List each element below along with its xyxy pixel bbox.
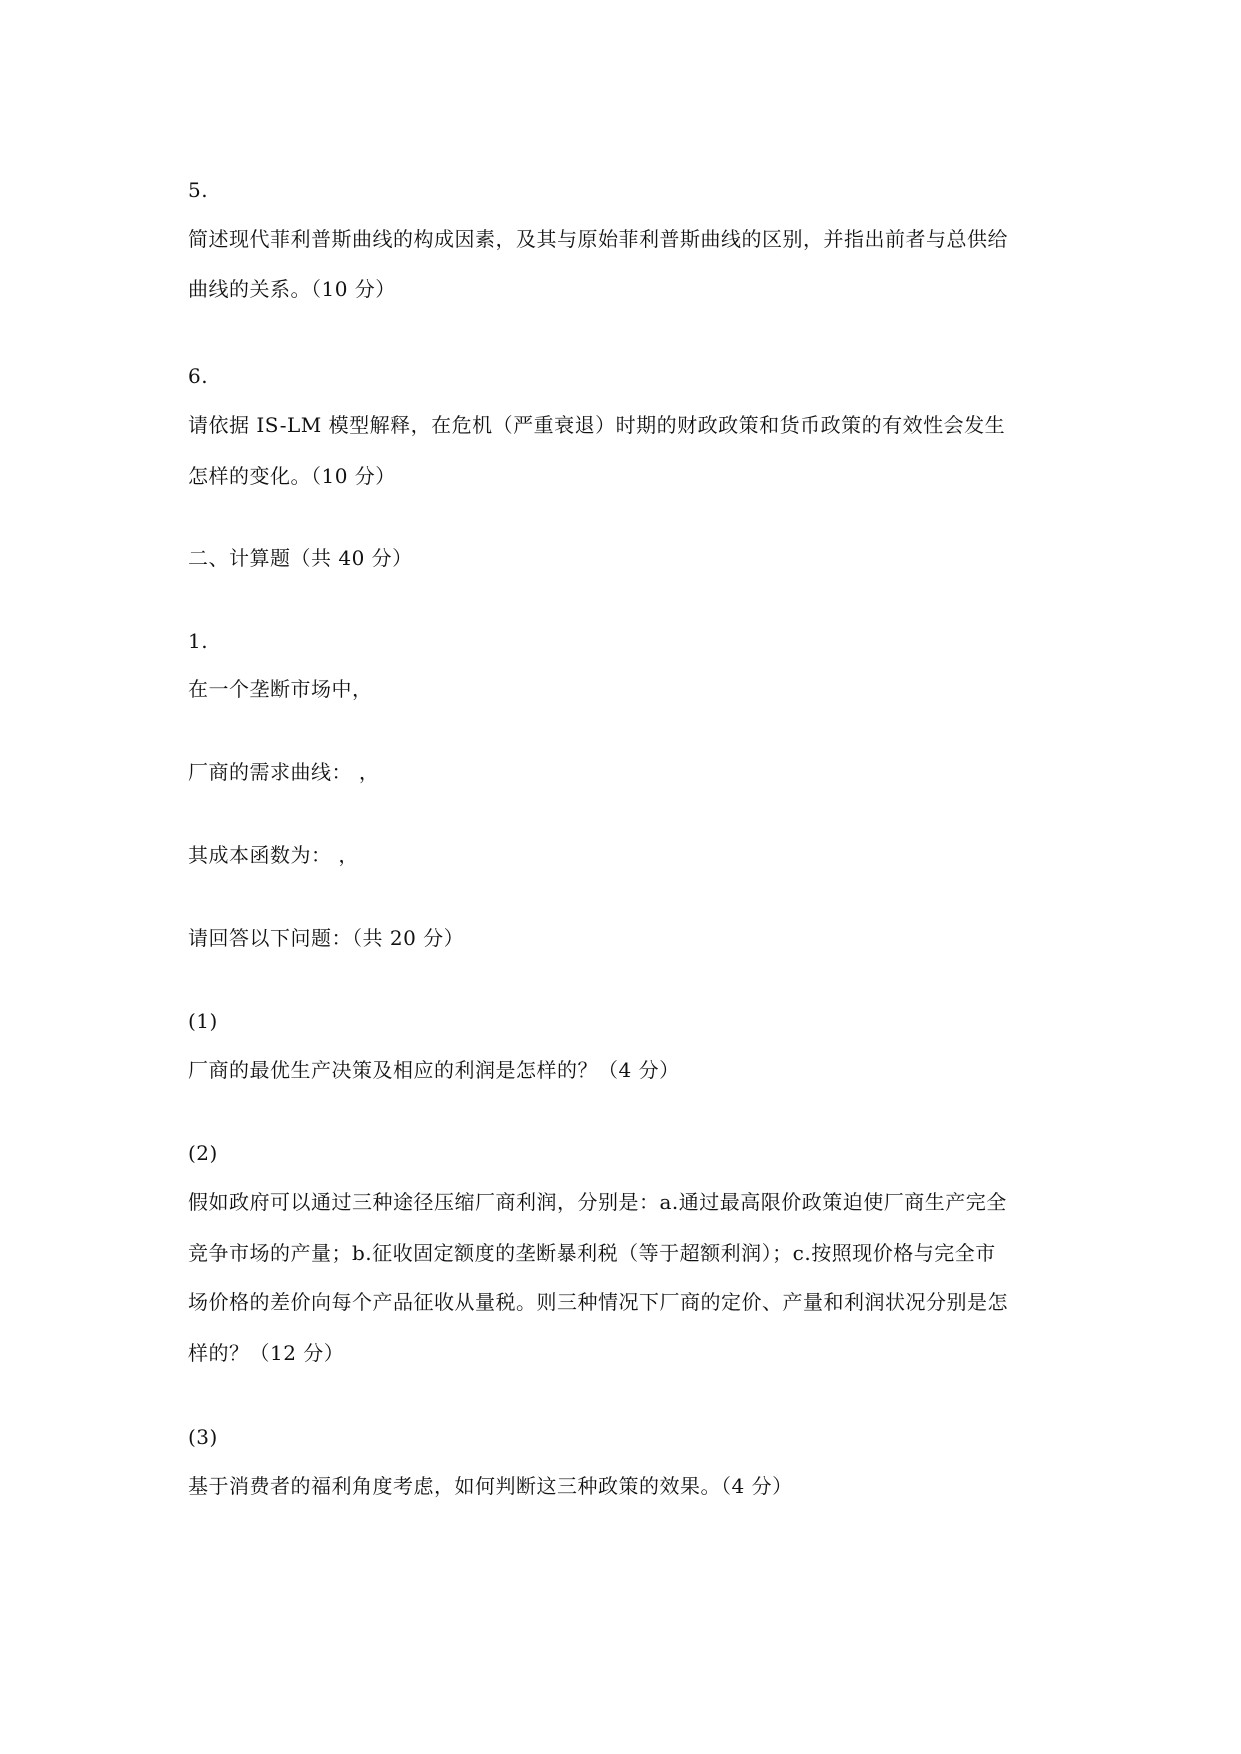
sub-question-2-text-line-4: 样的？（12 分）	[188, 1341, 345, 1365]
section-2-heading: 二、计算题（共 40 分）	[188, 546, 413, 570]
question-5-number: 5.	[188, 178, 209, 202]
sub-question-2-text-line-2: 竞争市场的产量；b.征收固定额度的垄断暴利税（等于超额利润）；c.按照现价格与完全市	[188, 1241, 996, 1265]
calc-question-1-cost: 其成本函数为： ，	[188, 843, 359, 867]
sub-question-3-number: (3)	[188, 1425, 218, 1449]
sub-question-2-text-line-3: 场价格的差价向每个产品征收从量税。则三种情况下厂商的定价、产量和利润状况分别是怎	[188, 1290, 1008, 1314]
question-5-text-line-2: 曲线的关系。（10 分）	[188, 277, 396, 301]
question-6-text-line-1: 请依据 IS-LM 模型解释，在危机（严重衰退）时期的财政政策和货币政策的有效性会发生	[188, 413, 1006, 437]
calc-question-1-prompt: 请回答以下问题：（共 20 分）	[188, 926, 465, 950]
question-6-text-line-2: 怎样的变化。（10 分）	[188, 464, 396, 488]
sub-question-2-number: (2)	[188, 1141, 218, 1165]
calc-question-1-number: 1.	[188, 629, 209, 653]
question-5-text-line-1: 简述现代菲利普斯曲线的构成因素，及其与原始菲利普斯曲线的区别，并指出前者与总供给	[188, 227, 1008, 251]
sub-question-3-text: 基于消费者的福利角度考虑，如何判断这三种政策的效果。（4 分）	[188, 1474, 793, 1498]
calc-question-1-demand: 厂商的需求曲线： ，	[188, 760, 380, 784]
calc-question-1-intro: 在一个垄断市场中，	[188, 677, 373, 701]
sub-question-1-text: 厂商的最优生产决策及相应的利润是怎样的？（4 分）	[188, 1058, 680, 1082]
sub-question-1-number: (1)	[188, 1009, 218, 1033]
question-6-number: 6.	[188, 364, 209, 388]
sub-question-2-text-line-1: 假如政府可以通过三种途径压缩厂商利润，分别是：a.通过最高限价政策迫使厂商生产完全	[188, 1190, 1007, 1214]
